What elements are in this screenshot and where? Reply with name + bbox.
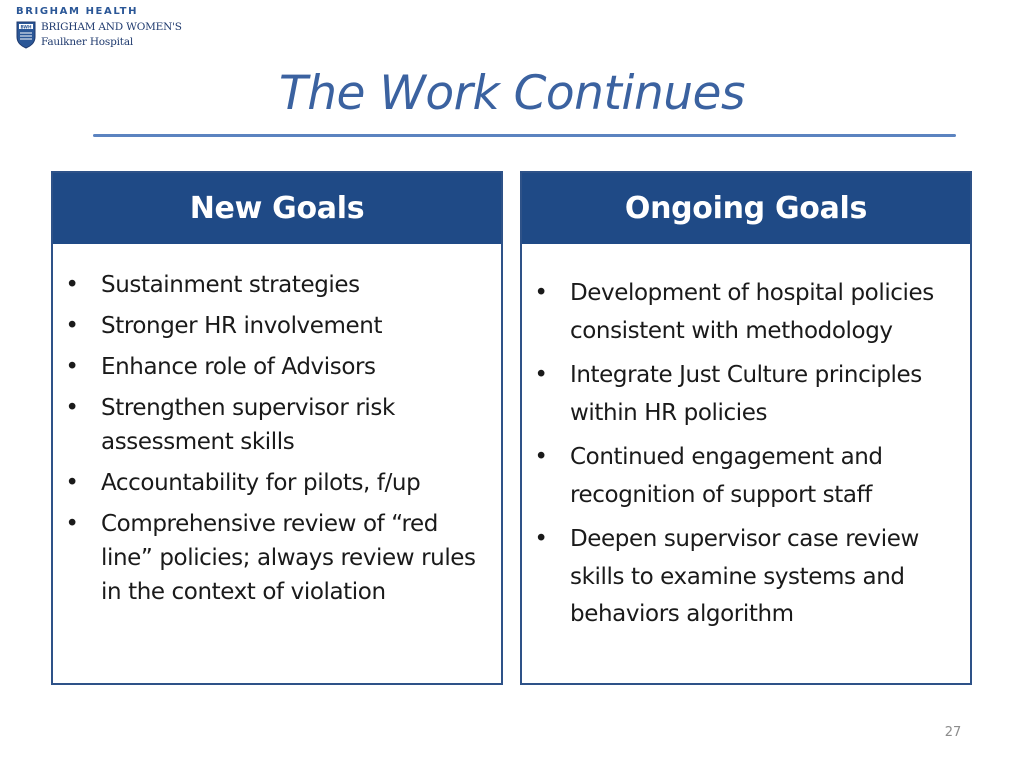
bullet-icon: •	[65, 511, 79, 537]
list-item	[522, 439, 970, 514]
ongoing-goals-panel	[520, 171, 972, 685]
bullet-icon: •	[534, 444, 548, 470]
list-item	[53, 268, 501, 302]
list-item-text: Sustainment strategies	[101, 272, 360, 298]
ongoing-goals-header: Ongoing Goals	[522, 173, 970, 244]
slide-title: The Work Continues	[279, 66, 745, 121]
list-item	[53, 350, 501, 384]
list-item-text: Integrate Just Culture principles within HR policies	[570, 362, 922, 426]
list-item-text: Development of hospital policies consistent with methodology	[570, 280, 934, 344]
new-goals-list	[53, 268, 501, 616]
page-number: 27	[944, 725, 962, 740]
new-goals-panel	[51, 171, 503, 685]
bullet-icon: •	[65, 272, 79, 298]
bullet-icon: •	[65, 470, 79, 496]
logo-brand-text: BRIGHAM HEALTH	[16, 6, 139, 17]
bullet-icon: •	[65, 313, 79, 339]
bullet-icon: •	[65, 395, 79, 421]
new-goals-header: New Goals	[53, 173, 501, 244]
logo-hospital-name: BRIGHAM AND WOMEN'S	[41, 21, 182, 33]
list-item	[53, 391, 501, 459]
list-item-text: Stronger HR involvement	[101, 313, 383, 339]
list-item-text: Comprehensive review of “red line” policies; always review rules in the context of violation	[101, 511, 476, 605]
hospital-logo	[16, 6, 216, 54]
ongoing-goals-list	[522, 275, 970, 641]
logo-hospital-subname: Faulkner Hospital	[41, 36, 134, 48]
title-underline	[93, 134, 956, 137]
list-item-text: Accountability for pilots, f/up	[101, 470, 421, 496]
list-item	[522, 521, 970, 634]
list-item-text: Continued engagement and recognition of support staff	[570, 444, 883, 508]
list-item	[522, 275, 970, 350]
list-item-text: Strengthen supervisor risk assessment skills	[101, 395, 395, 455]
list-item	[522, 357, 970, 432]
list-item-text: Deepen supervisor case review skills to examine systems and behaviors algorithm	[570, 526, 919, 627]
shield-text: BWH	[20, 24, 32, 30]
list-item	[53, 309, 501, 343]
shield-icon	[16, 21, 36, 49]
list-item	[53, 466, 501, 500]
bullet-icon: •	[534, 362, 548, 388]
bullet-icon: •	[65, 354, 79, 380]
bullet-icon: •	[534, 280, 548, 306]
list-item	[53, 507, 501, 609]
list-item-text: Enhance role of Advisors	[101, 354, 376, 380]
bullet-icon: •	[534, 526, 548, 552]
